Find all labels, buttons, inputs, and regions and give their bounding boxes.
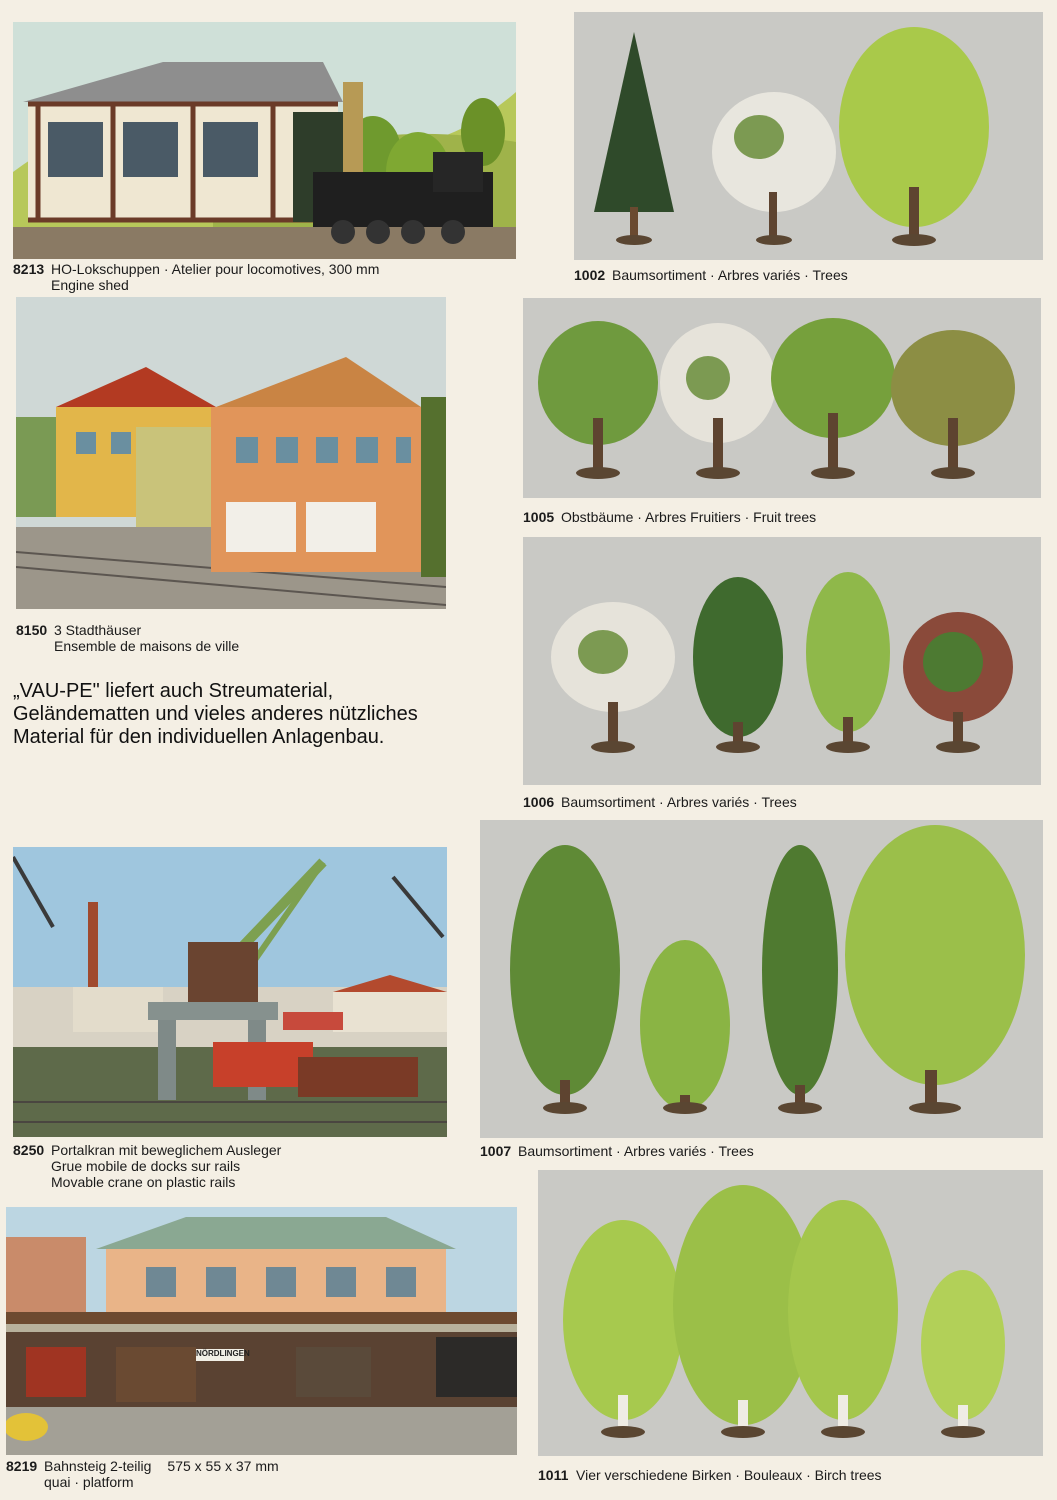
caption-8250 xyxy=(13,1142,281,1190)
trees-1005-photo xyxy=(523,298,1041,498)
item-number: 1005 xyxy=(523,509,555,525)
caption-8219 xyxy=(6,1458,279,1490)
item-subtitle-en: Movable crane on plastic rails xyxy=(51,1174,236,1190)
caption-1005 xyxy=(523,509,816,525)
caption-1002 xyxy=(574,267,848,283)
engine-shed-photo xyxy=(13,22,516,259)
portal-crane-photo xyxy=(13,847,447,1137)
item-dimensions: 575 x 55 x 37 mm xyxy=(167,1458,279,1474)
item-title: Baumsortiment · Arbres variés · Trees xyxy=(561,794,797,810)
caption-1007 xyxy=(480,1143,754,1159)
item-number: 1002 xyxy=(574,267,606,283)
item-number: 1011 xyxy=(538,1467,569,1483)
item-number: 8219 xyxy=(6,1458,38,1474)
item-subtitle: Ensemble de maisons de ville xyxy=(54,638,240,654)
trees-1011-photo xyxy=(538,1170,1043,1456)
item-subtitle: quai · platform xyxy=(44,1474,134,1490)
item-title: Vier verschiedene Birken · Bouleaux · Birch trees xyxy=(576,1467,882,1483)
item-number: 8213 xyxy=(13,261,45,277)
item-title: Portalkran mit beweglichem Ausleger xyxy=(51,1142,282,1158)
promo-text: „VAU-PE" liefert auch Streumaterial, Geländematten und vieles anderes nützliches Material für den individuellen Anlagenbau. xyxy=(13,680,418,748)
item-subtitle-fr: Grue mobile de docks sur rails xyxy=(51,1158,241,1174)
trees-1006-photo xyxy=(523,537,1041,785)
station-sign: NÖRDLINGEN xyxy=(196,1349,250,1358)
item-title: Baumsortiment · Arbres variés · Trees xyxy=(612,267,848,283)
caption-1011 xyxy=(538,1467,882,1483)
item-number: 1007 xyxy=(480,1143,512,1159)
caption-8213 xyxy=(13,261,379,293)
platform-photo xyxy=(6,1207,517,1455)
item-title: Obstbäume · Arbres Fruitiers · Fruit trees xyxy=(561,509,817,525)
caption-1006 xyxy=(523,794,797,810)
item-title: HO-Lokschuppen · Atelier pour locomotives, 300 mm xyxy=(51,261,380,277)
caption-8150 xyxy=(16,622,239,654)
item-title: Baumsortiment · Arbres variés · Trees xyxy=(518,1143,754,1159)
item-title: Bahnsteig 2-teilig xyxy=(44,1458,152,1474)
item-title: 3 Stadthäuser xyxy=(54,622,142,638)
item-number: 1006 xyxy=(523,794,555,810)
trees-1007-photo xyxy=(480,820,1043,1138)
town-houses-photo xyxy=(16,297,446,609)
item-number: 8150 xyxy=(16,622,48,638)
item-subtitle: Engine shed xyxy=(51,277,129,293)
item-number: 8250 xyxy=(13,1142,45,1158)
trees-1002-photo xyxy=(574,12,1043,260)
